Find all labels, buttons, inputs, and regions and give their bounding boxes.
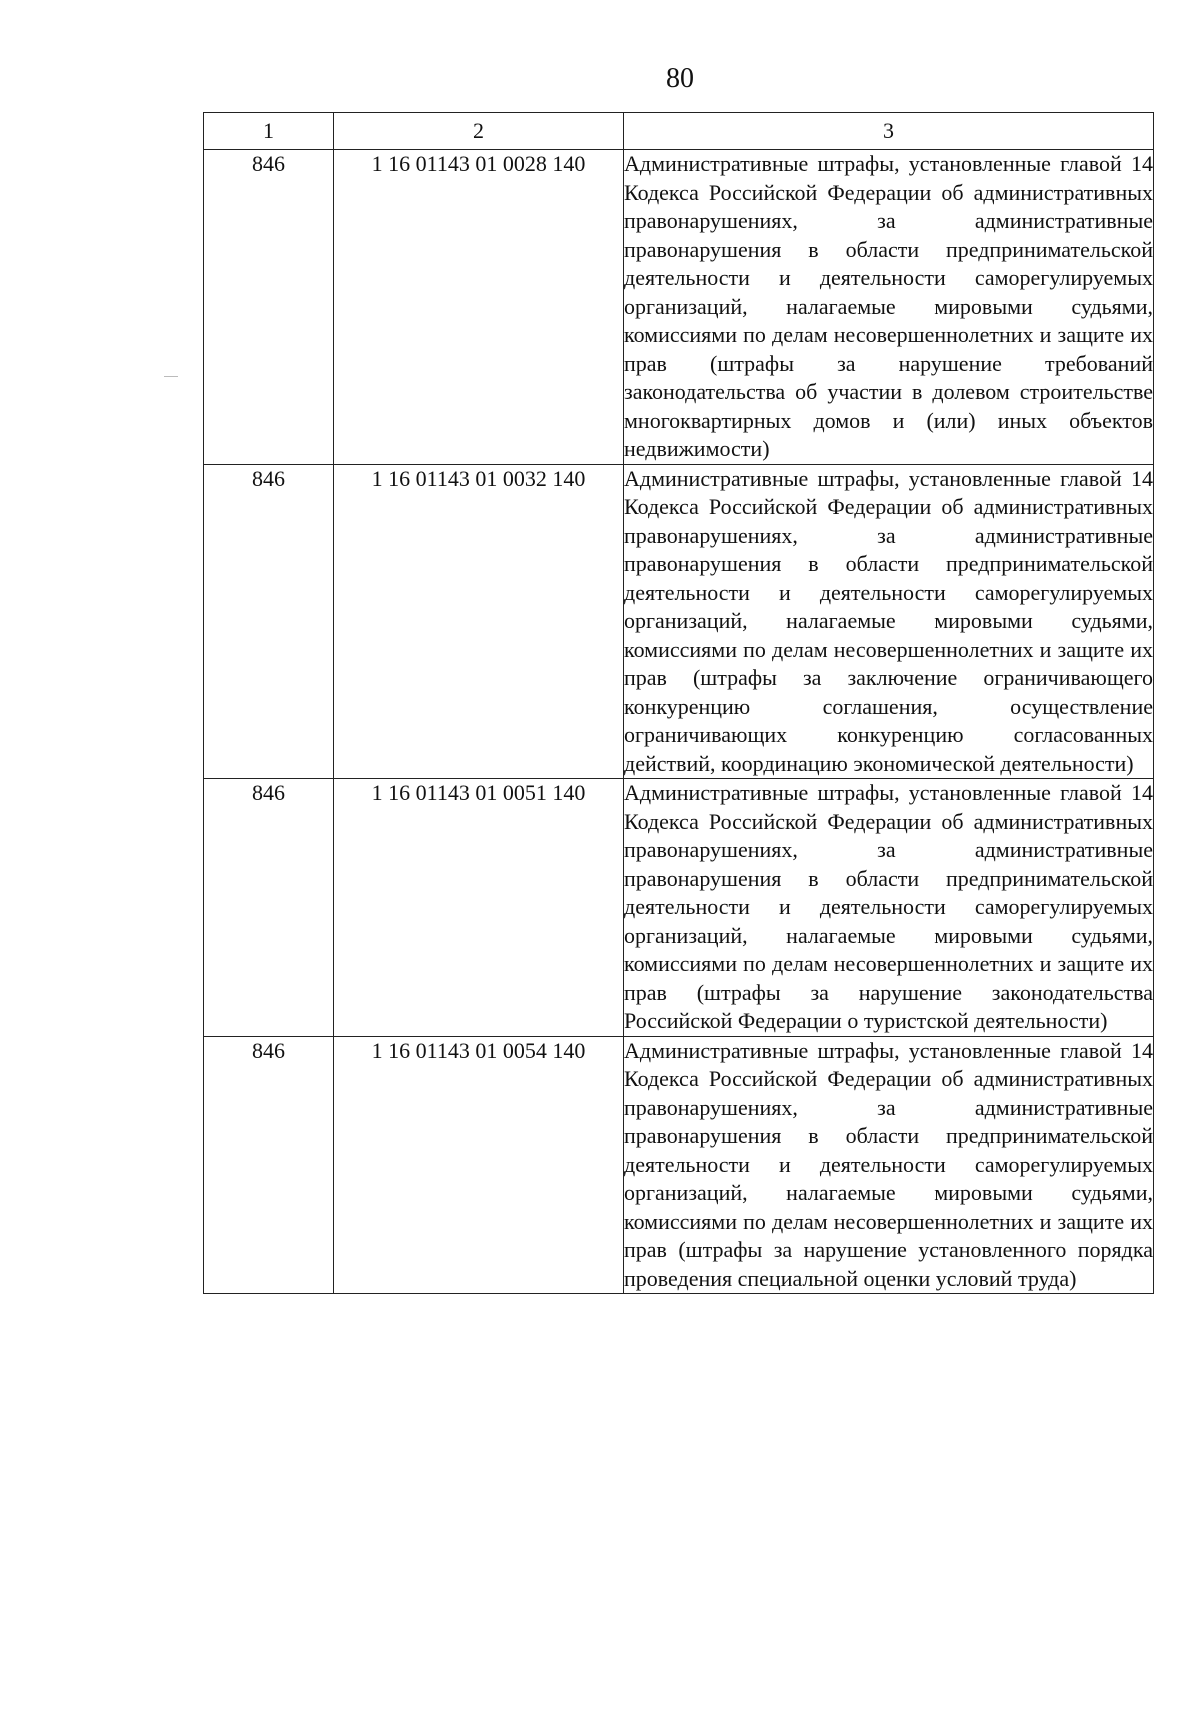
admin-code-cell: 846 (204, 150, 334, 465)
budget-code-cell: 1 16 01143 01 0032 140 (334, 464, 624, 779)
admin-code-cell: 846 (204, 779, 334, 1037)
description-cell: Административные штрафы, установленные главой 14 Кодекса Российской Федерации об административных правонарушениях, за административные правонарушения в области предпринимательской деятельности и деятельности саморегулируемых организаций, налагаемые мировыми судьями, комиссиями по делам несовершеннолетних и защите их прав (штрафы за нарушение законодательства Российской Федерации о туристской деятельности) (624, 779, 1154, 1037)
description-cell: Административные штрафы, установленные главой 14 Кодекса Российской Федерации об административных правонарушениях, за административные правонарушения в области предпринимательской деятельности и деятельности саморегулируемых организаций, налагаемые мировыми судьями, комиссиями по делам несовершеннолетних и защите их прав (штрафы за заключение ограничивающего конкуренцию соглашения, осуществление ограничивающих конкуренцию согласованных действий, координацию экономической деятельности) (624, 464, 1154, 779)
table-row (204, 150, 1154, 465)
table-row (204, 464, 1154, 779)
budget-code-cell: 1 16 01143 01 0051 140 (334, 779, 624, 1037)
admin-code-cell: 846 (204, 464, 334, 779)
column-header-3: 3 (624, 113, 1154, 150)
budget-code-cell: 1 16 01143 01 0054 140 (334, 1036, 624, 1294)
description-cell: Административные штрафы, установленные главой 14 Кодекса Российской Федерации об административных правонарушениях, за административные правонарушения в области предпринимательской деятельности и деятельности саморегулируемых организаций, налагаемые мировыми судьями, комиссиями по делам несовершеннолетних и защите их прав (штрафы за нарушение установленного порядка проведения специальной оценки условий труда) (624, 1036, 1154, 1294)
table-row (204, 1036, 1154, 1294)
revenue-codes-table (203, 112, 1154, 1294)
scan-artifact (164, 376, 178, 377)
header-row (204, 113, 1154, 150)
page-number: 80 (666, 63, 694, 94)
description-cell: Административные штрафы, установленные главой 14 Кодекса Российской Федерации об административных правонарушениях, за административные правонарушения в области предпринимательской деятельности и деятельности саморегулируемых организаций, налагаемые мировыми судьями, комиссиями по делам несовершеннолетних и защите их прав (штрафы за нарушение требований законодательства об участии в долевом строительстве многоквартирных домов и (или) иных объектов недвижимости) (624, 150, 1154, 465)
table-row (204, 779, 1154, 1037)
column-header-1: 1 (204, 113, 334, 150)
budget-code-cell: 1 16 01143 01 0028 140 (334, 150, 624, 465)
admin-code-cell: 846 (204, 1036, 334, 1294)
column-header-2: 2 (334, 113, 624, 150)
